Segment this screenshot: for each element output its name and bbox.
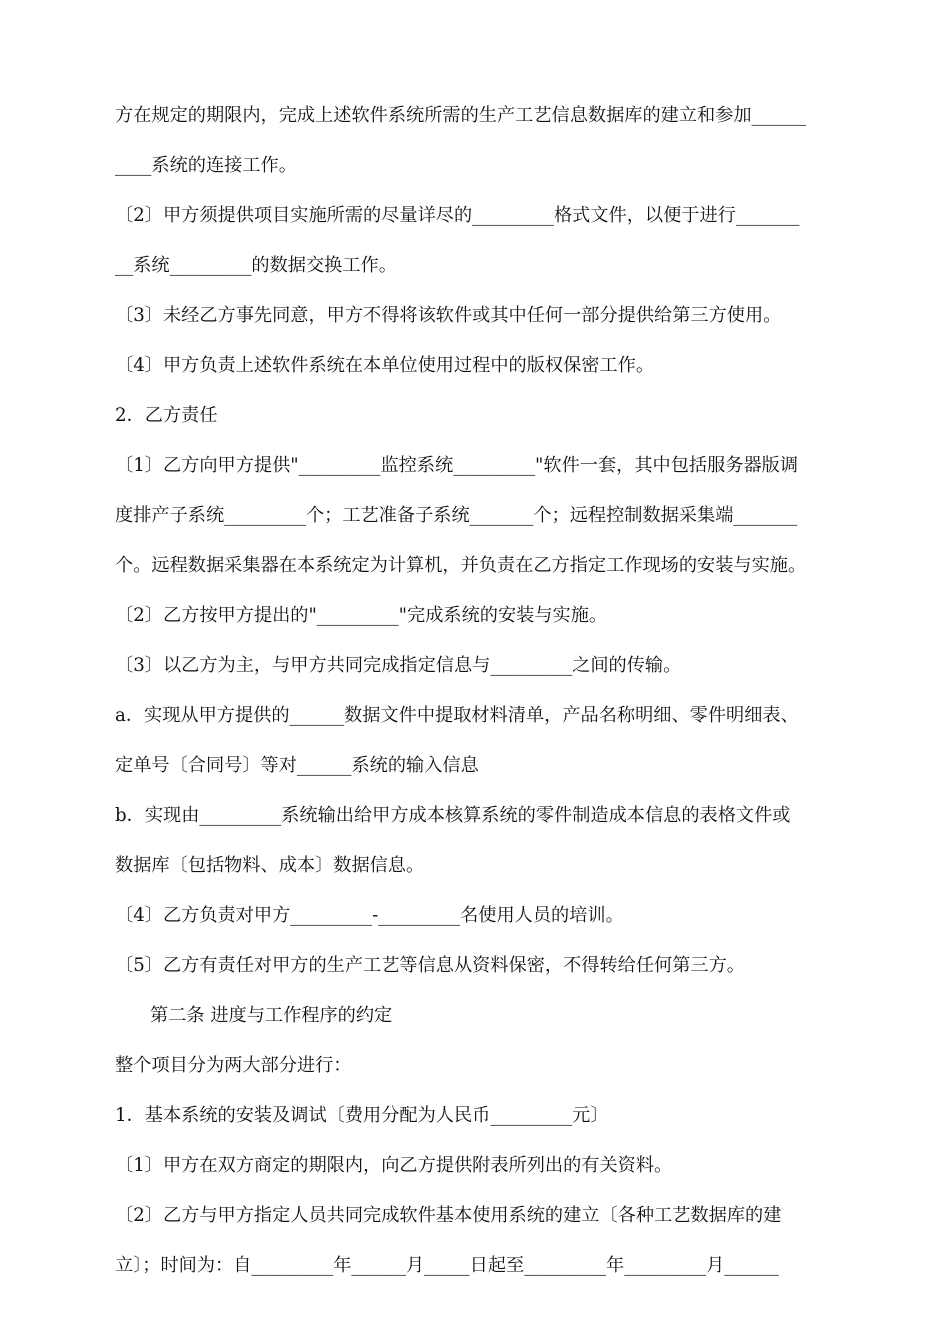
section-heading: 2．乙方责任: [115, 405, 218, 426]
article-heading: 第二条 进度与工作程序的约定: [150, 1005, 393, 1026]
text-line: 〔2〕甲方须提供项目实施所需的尽量详尽的_________格式文件，以便于进行_______: [115, 205, 800, 226]
section-heading: 1．基本系统的安装及调试〔费用分配为人民币_________元〕: [115, 1105, 609, 1126]
text-line: 〔4〕甲方负责上述软件系统在本单位使用过程中的版权保密工作。: [115, 355, 655, 376]
text-line: 〔3〕以乙方为主，与甲方共同完成指定信息与_________之间的传输。: [115, 655, 682, 676]
text-line: 数据库〔包括物料、成本〕数据信息。: [115, 855, 425, 876]
text-line: 〔5〕乙方有责任对甲方的生产工艺等信息从资料保密，不得转给任何第三方。: [115, 955, 745, 976]
text-line: 定单号〔合同号〕等对______系统的输入信息: [115, 755, 479, 776]
text-line: a．实现从甲方提供的______数据文件中提取材料清单，产品名称明细、零件明细表、: [115, 705, 799, 726]
text-line: 〔1〕乙方向甲方提供"_________监控系统_________"软件一套，其中包括服务器版调: [115, 455, 799, 476]
text-line: 立〕；时间为：自_________年______月_____日起至_________年_________月______: [115, 1255, 779, 1276]
text-line: 〔3〕未经乙方事先同意，甲方不得将该软件或其中任何一部分提供给第三方使用。: [115, 305, 782, 326]
text-line: __系统_________的数据交换工作。: [115, 255, 397, 276]
text-line: b．实现由_________系统输出给甲方成本核算系统的零件制造成本信息的表格文件或: [115, 805, 791, 826]
text-line: 个。远程数据采集器在本系统定为计算机，并负责在乙方指定工作现场的安装与实施。: [115, 555, 807, 576]
text-line: ____系统的连接工作。: [115, 155, 297, 176]
text-line: 度排产子系统_________个；工艺准备子系统_______个；远程控制数据采集端_______: [115, 505, 798, 526]
text-line: 〔2〕乙方与甲方指定人员共同完成软件基本使用系统的建立〔各种工艺数据库的建: [115, 1205, 782, 1226]
text-line: 整个项目分为两大部分进行：: [115, 1055, 352, 1076]
text-line: 方在规定的期限内，完成上述软件系统所需的生产工艺信息数据库的建立和参加______: [115, 105, 807, 126]
text-line: 〔2〕乙方按甲方提出的"_________"完成系统的安装与实施。: [115, 605, 608, 626]
text-line: 〔1〕甲方在双方商定的期限内，向乙方提供附表所列出的有关资料。: [115, 1155, 673, 1176]
text-line: 〔4〕乙方负责对甲方_________-_________名使用人员的培训。: [115, 905, 624, 926]
